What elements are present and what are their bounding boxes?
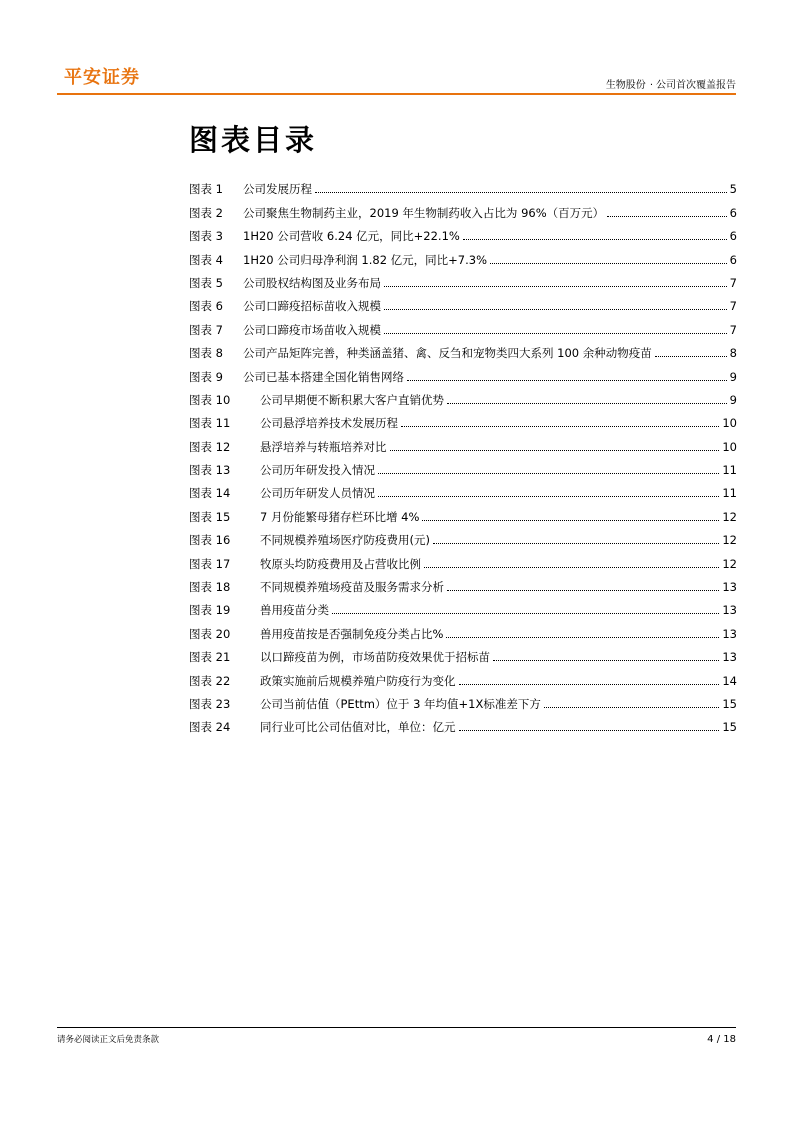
- toc-entry[interactable]: [189, 664, 737, 687]
- toc-entry-page: 5: [729, 182, 737, 197]
- toc-entry-label: 图表 7: [189, 322, 223, 337]
- toc-dot-leader: [447, 403, 727, 404]
- toc-entry-page: 13: [722, 626, 737, 641]
- toc-entry[interactable]: [189, 500, 737, 523]
- toc-entry-label: 图表 2: [189, 205, 223, 220]
- toc-entry-page: 12: [722, 556, 737, 571]
- toc-entry-label: 图表 6: [189, 299, 223, 314]
- toc-entry-title: 1H20 公司归母净利润 1.82 亿元，同比+7.3%: [243, 252, 488, 267]
- toc-entry-label: 图表 4: [189, 252, 223, 267]
- page-number: 4 / 18: [707, 1034, 736, 1045]
- toc-dot-leader: [463, 239, 727, 240]
- toc-entry-title: 不同规模养殖场医疗防疫费用(元): [260, 533, 430, 548]
- toc-dot-leader: [446, 637, 719, 638]
- toc-entry-label: 图表 19: [189, 603, 231, 618]
- toc-entry-title: 不同规模养殖场疫苗及服务需求分析: [260, 580, 444, 595]
- toc-entry-title: 同行业可比公司估值对比，单位：亿元: [260, 720, 456, 735]
- toc-dot-leader: [544, 707, 719, 708]
- footer-disclaimer: 请务必阅读正文后免责条款: [57, 1035, 160, 1045]
- toc-entry-title: 公司股权结构图及业务布局: [243, 275, 381, 290]
- toc-entry-label: 图表 1: [189, 182, 223, 197]
- toc-entry-label: 图表 24: [189, 720, 231, 735]
- toc-entry-label: 图表 10: [189, 392, 231, 407]
- toc-entry-label: 图表 9: [189, 369, 223, 384]
- toc-entry-page: 6: [729, 252, 737, 267]
- footer-divider: [57, 1027, 736, 1028]
- toc-entry[interactable]: [189, 454, 737, 477]
- toc-entry-title: 公司当前估值（PEttm）位于 3 年均值+1X标准差下方: [260, 696, 541, 711]
- toc-entry-label: 图表 20: [189, 626, 231, 641]
- toc-entry-page: 14: [722, 673, 737, 688]
- toc-entry-page: 10: [722, 416, 737, 431]
- figure-list: [189, 173, 737, 734]
- toc-entry[interactable]: [189, 173, 737, 196]
- toc-entry-page: 6: [729, 205, 737, 220]
- toc-entry[interactable]: [189, 641, 737, 664]
- toc-entry-label: 图表 14: [189, 486, 231, 501]
- header-divider: [57, 93, 736, 95]
- toc-entry[interactable]: [189, 337, 737, 360]
- toc-entry[interactable]: [189, 407, 737, 430]
- toc-entry-page: 13: [722, 603, 737, 618]
- toc-entry-label: 图表 23: [189, 696, 231, 711]
- toc-dot-leader: [493, 660, 719, 661]
- toc-entry[interactable]: [189, 384, 737, 407]
- toc-entry-page: 11: [722, 463, 737, 478]
- toc-entry-label: 图表 18: [189, 580, 231, 595]
- toc-entry-label: 图表 15: [189, 509, 231, 524]
- toc-entry-page: 13: [722, 650, 737, 665]
- toc-dot-leader: [384, 333, 727, 334]
- toc-entry[interactable]: [189, 220, 737, 243]
- toc-entry-title: 牧原头均防疫费用及占营收比例: [260, 556, 421, 571]
- toc-dot-leader: [459, 730, 720, 731]
- toc-entry-title: 以口蹄疫苗为例，市场苗防疫效果优于招标苗: [260, 650, 490, 665]
- toc-entry-title: 公司已基本搭建全国化销售网络: [243, 369, 404, 384]
- toc-entry-page: 8: [729, 346, 737, 361]
- toc-entry-label: 图表 8: [189, 346, 223, 361]
- toc-entry[interactable]: [189, 313, 737, 336]
- report-type: 公司首次覆盖报告: [656, 80, 736, 91]
- toc-entry-page: 9: [729, 392, 737, 407]
- toc-dot-leader: [459, 684, 720, 685]
- toc-dot-leader: [332, 613, 719, 614]
- header-separator: ·: [649, 80, 653, 91]
- toc-entry-label: 图表 11: [189, 416, 231, 431]
- toc-entry-label: 图表 22: [189, 673, 231, 688]
- toc-dot-leader: [607, 216, 727, 217]
- toc-entry-page: 7: [729, 275, 737, 290]
- toc-entry[interactable]: [189, 524, 737, 547]
- toc-entry-label: 图表 5: [189, 275, 223, 290]
- toc-entry[interactable]: [189, 196, 737, 219]
- toc-dot-leader: [384, 286, 727, 287]
- toc-dot-leader: [424, 567, 719, 568]
- toc-entry[interactable]: [189, 711, 737, 734]
- toc-entry[interactable]: [189, 594, 737, 617]
- toc-entry[interactable]: [189, 571, 737, 594]
- toc-entry-title: 公司口蹄疫招标苗收入规模: [243, 299, 381, 314]
- company-name: 生物股份: [605, 80, 646, 91]
- toc-entry-page: 11: [722, 486, 737, 501]
- toc-dot-leader: [490, 263, 727, 264]
- toc-dot-leader: [407, 380, 727, 381]
- toc-entry-title: 政策实施前后规模养殖户防疫行为变化: [260, 673, 456, 688]
- toc-entry-page: 7: [729, 322, 737, 337]
- toc-dot-leader: [447, 590, 719, 591]
- toc-entry[interactable]: [189, 290, 737, 313]
- toc-entry-title: 公司历年研发人员情况: [260, 486, 375, 501]
- toc-entry-page: 15: [722, 696, 737, 711]
- toc-entry-page: 12: [722, 533, 737, 548]
- toc-dot-leader: [315, 192, 727, 193]
- toc-entry-label: 图表 16: [189, 533, 231, 548]
- toc-entry-title: 公司聚焦生物制药主业，2019 年生物制药收入占比为 96%（百万元）: [243, 205, 605, 220]
- toc-entry[interactable]: [189, 430, 737, 453]
- brand-logo: 平安证券: [64, 67, 140, 88]
- toc-entry-page: 10: [722, 439, 737, 454]
- toc-entry-label: 图表 12: [189, 439, 231, 454]
- report-header: [606, 80, 736, 92]
- toc-entry-label: 图表 13: [189, 463, 231, 478]
- toc-entry-title: 公司早期便不断积累大客户直销优势: [260, 392, 444, 407]
- toc-entry-title: 1H20 公司营收 6.24 亿元，同比+22.1%: [243, 229, 460, 244]
- toc-dot-leader: [422, 520, 719, 521]
- toc-entry-label: 图表 3: [189, 229, 223, 244]
- toc-dot-leader: [655, 356, 727, 357]
- toc-entry[interactable]: [189, 243, 737, 266]
- toc-entry[interactable]: [189, 360, 737, 383]
- toc-dot-leader: [384, 309, 727, 310]
- toc-entry-title: 公司历年研发投入情况: [260, 463, 375, 478]
- toc-entry-page: 9: [729, 369, 737, 384]
- toc-entry[interactable]: [189, 267, 737, 290]
- toc-entry[interactable]: [189, 617, 737, 640]
- toc-dot-leader: [390, 450, 720, 451]
- toc-entry-label: 图表 21: [189, 650, 231, 665]
- toc-entry-page: 15: [722, 720, 737, 735]
- toc-entry-title: 公司悬浮培养技术发展历程: [260, 416, 398, 431]
- toc-entry[interactable]: [189, 688, 737, 711]
- toc-dot-leader: [378, 473, 719, 474]
- toc-entry-page: 13: [722, 580, 737, 595]
- page-title: 图表目录: [189, 123, 318, 157]
- toc-dot-leader: [401, 426, 719, 427]
- toc-entry-page: 12: [722, 509, 737, 524]
- toc-entry-title: 公司产品矩阵完善，种类涵盖猪、禽、反刍和宠物类四大系列 100 余种动物疫苗: [243, 346, 652, 361]
- toc-entry[interactable]: [189, 477, 737, 500]
- toc-entry-title: 兽用疫苗分类: [260, 603, 329, 618]
- toc-entry-title: 公司发展历程: [243, 182, 312, 197]
- toc-entry-title: 7 月份能繁母猪存栏环比增 4%: [260, 509, 420, 524]
- toc-entry-title: 悬浮培养与转瓶培养对比: [260, 439, 387, 454]
- toc-entry-title: 公司口蹄疫市场苗收入规模: [243, 322, 381, 337]
- toc-entry[interactable]: [189, 547, 737, 570]
- toc-entry-label: 图表 17: [189, 556, 231, 571]
- toc-dot-leader: [433, 543, 719, 544]
- toc-entry-page: 7: [729, 299, 737, 314]
- toc-dot-leader: [378, 496, 719, 497]
- toc-entry-page: 6: [729, 229, 737, 244]
- toc-entry-title: 兽用疫苗按是否强制免疫分类占比%: [260, 626, 444, 641]
